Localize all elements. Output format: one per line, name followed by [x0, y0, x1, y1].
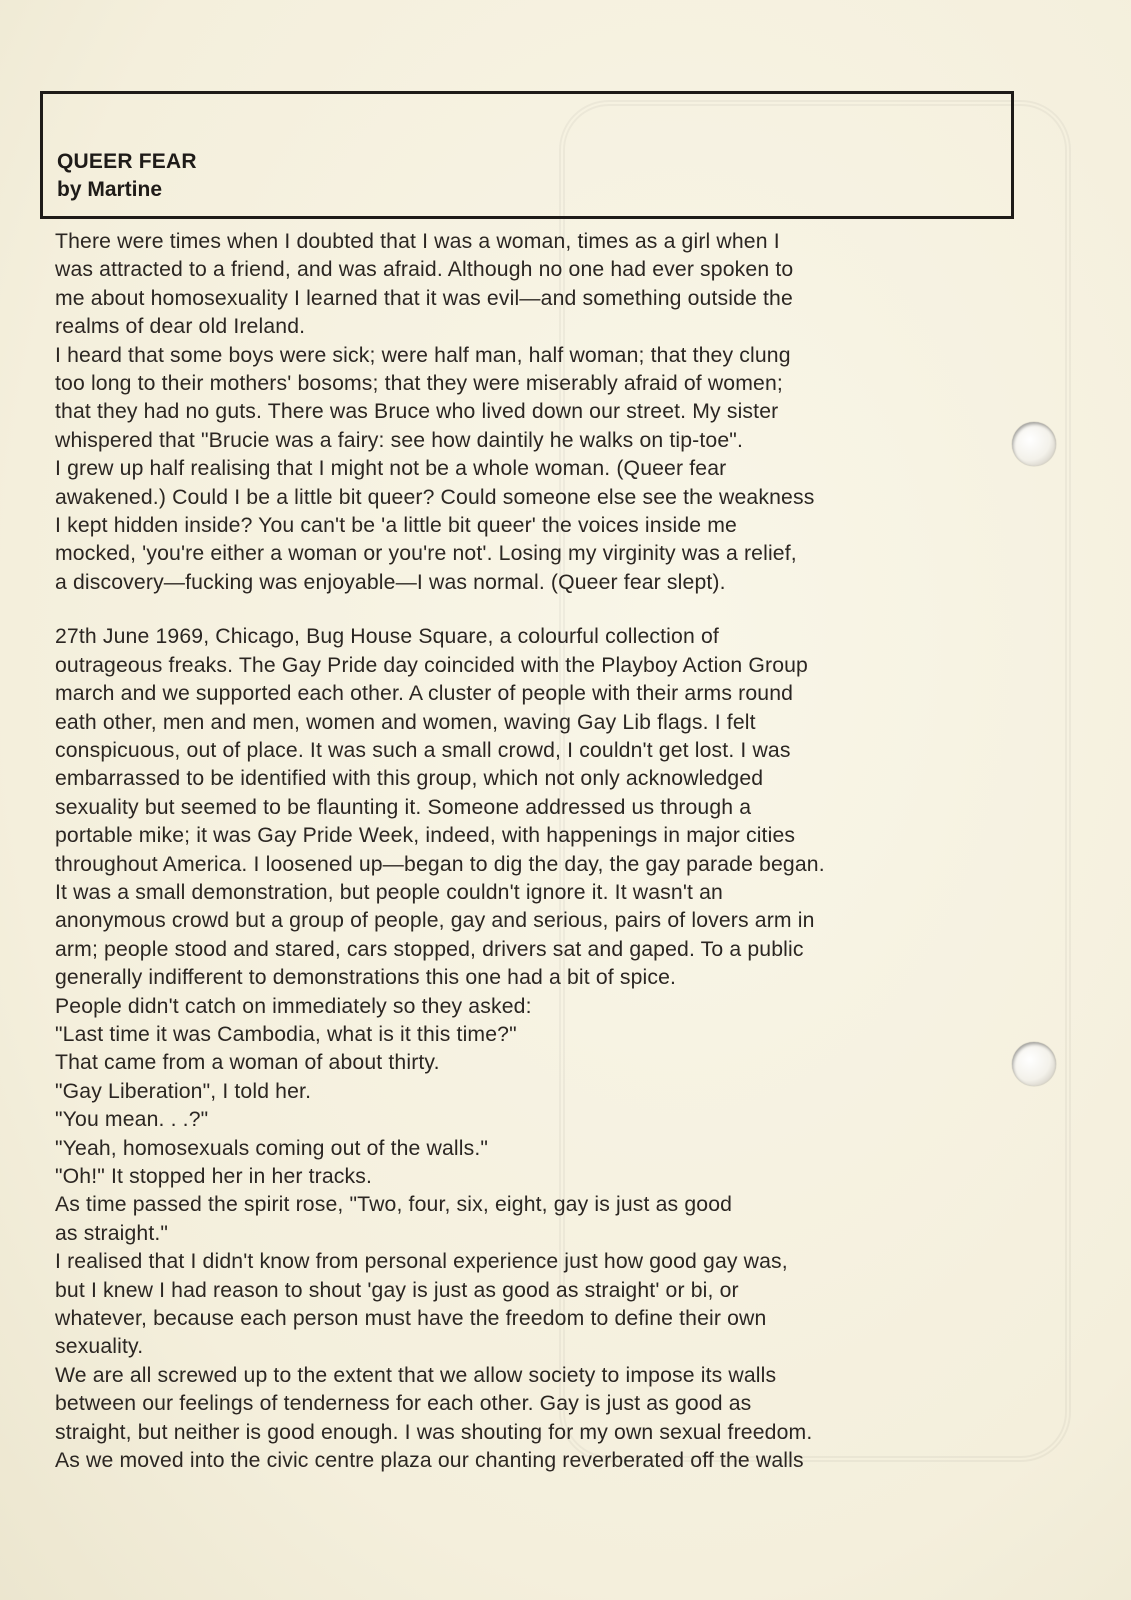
text-line: embarrassed to be identified with this group, which not only acknowledged: [55, 767, 764, 791]
text-line: between our feelings of tenderness for each other. Gay is just as good as: [55, 1392, 752, 1416]
punch-hole-top: [1012, 422, 1056, 466]
text-line: "Yeah, homosexuals coming out of the walls.": [55, 1136, 489, 1160]
text-line: We are all screwed up to the extent that we allow society to impose its walls: [55, 1363, 777, 1387]
paragraph-gap: [55, 597, 1055, 623]
text-line: too long to their mothers' bosoms; that they were miserably afraid of women;: [55, 372, 783, 396]
text-line: awakened.) Could I be a little bit queer? Could someone else see the weakness: [55, 485, 815, 509]
text-line: I kept hidden inside? You can't be 'a little bit queer' the voices inside me: [55, 514, 737, 538]
text-line: As we moved into the civic centre plaza our chanting reverberated off the walls: [55, 1449, 804, 1473]
text-line: but I knew I had reason to shout 'gay is just as good as straight' or bi, or: [55, 1278, 739, 1302]
text-line: I heard that some boys were sick; were half man, half woman; that they clung: [55, 343, 791, 367]
text-line: realms of dear old Ireland.: [55, 315, 306, 339]
text-line: As time passed the spirit rose, "Two, four, six, eight, gay is just as good: [55, 1193, 733, 1217]
article-body: [55, 228, 1055, 1475]
text-line: 27th June 1969, Chicago, Bug House Square, a colourful collection of: [55, 625, 719, 649]
text-line: sexuality.: [55, 1335, 144, 1359]
text-line: eath other, men and men, women and women, waving Gay Lib flags. I felt: [55, 710, 756, 734]
text-line: arm; people stood and stared, cars stopped, drivers sat and gaped. To a public: [55, 937, 804, 961]
text-line: throughout America. I loosened up—began to dig the day, the gay parade began.: [55, 852, 825, 876]
text-line: "Gay Liberation", I told her.: [55, 1079, 312, 1103]
text-line: portable mike; it was Gay Pride Week, indeed, with happenings in major cities: [55, 824, 796, 848]
text-line: I realised that I didn't know from personal experience just how good gay was,: [55, 1250, 788, 1274]
text-line: anonymous crowd but a group of people, gay and serious, pairs of lovers arm in: [55, 909, 815, 933]
text-line: "Oh!" It stopped her in her tracks.: [55, 1165, 373, 1188]
text-line: whatever, because each person must have the freedom to define their own: [55, 1307, 767, 1331]
article-byline: by Martine: [57, 178, 163, 201]
text-line: me about homosexuality I learned that it was evil—and something outside the: [55, 286, 793, 310]
text-line: that they had no guts. There was Bruce who lived down our street. My sister: [55, 400, 779, 424]
article-title: QUEER FEAR: [57, 150, 197, 173]
text-line: mocked, 'you're either a woman or you're not'. Losing my virginity was a relief,: [55, 542, 797, 566]
text-line: as straight.": [55, 1221, 169, 1245]
text-line: straight, but neither is good enough. I was shouting for my own sexual freedom.: [55, 1420, 813, 1444]
text-line: That came from a woman of about thirty.: [55, 1051, 440, 1075]
punch-hole-bottom: [1012, 1042, 1056, 1086]
text-line: It was a small demonstration, but people couldn't ignore it. It wasn't an: [55, 880, 723, 904]
text-line: "You mean. . .?": [55, 1108, 209, 1132]
article-header-box: [40, 91, 1014, 219]
text-line: People didn't catch on immediately so they asked:: [55, 994, 532, 1018]
text-line: march and we supported each other. A cluster of people with their arms round: [55, 682, 794, 706]
text-line: sexuality but seemed to be flaunting it. Someone addressed us through a: [55, 795, 752, 819]
text-line: outrageous freaks. The Gay Pride day coincided with the Playboy Action Group: [55, 653, 808, 677]
text-line: conspicuous, out of place. It was such a small crowd, I couldn't get lost. I was: [55, 738, 791, 762]
text-line: "Last time it was Cambodia, what is it this time?": [55, 1022, 517, 1046]
text-line: generally indifferent to demonstrations this one had a bit of spice.: [55, 966, 677, 990]
text-line: There were times when I doubted that I was a woman, times as a girl when I: [55, 230, 780, 253]
text-line: I grew up half realising that I might not be a whole woman. (Queer fear: [55, 457, 727, 481]
text-line: was attracted to a friend, and was afraid. Although no one had ever spoken to: [55, 258, 794, 282]
text-line: a discovery—fucking was enjoyable—I was normal. (Queer fear slept).: [55, 570, 726, 594]
text-line: whispered that "Brucie was a fairy: see how daintily he walks on tip-toe".: [55, 428, 743, 452]
